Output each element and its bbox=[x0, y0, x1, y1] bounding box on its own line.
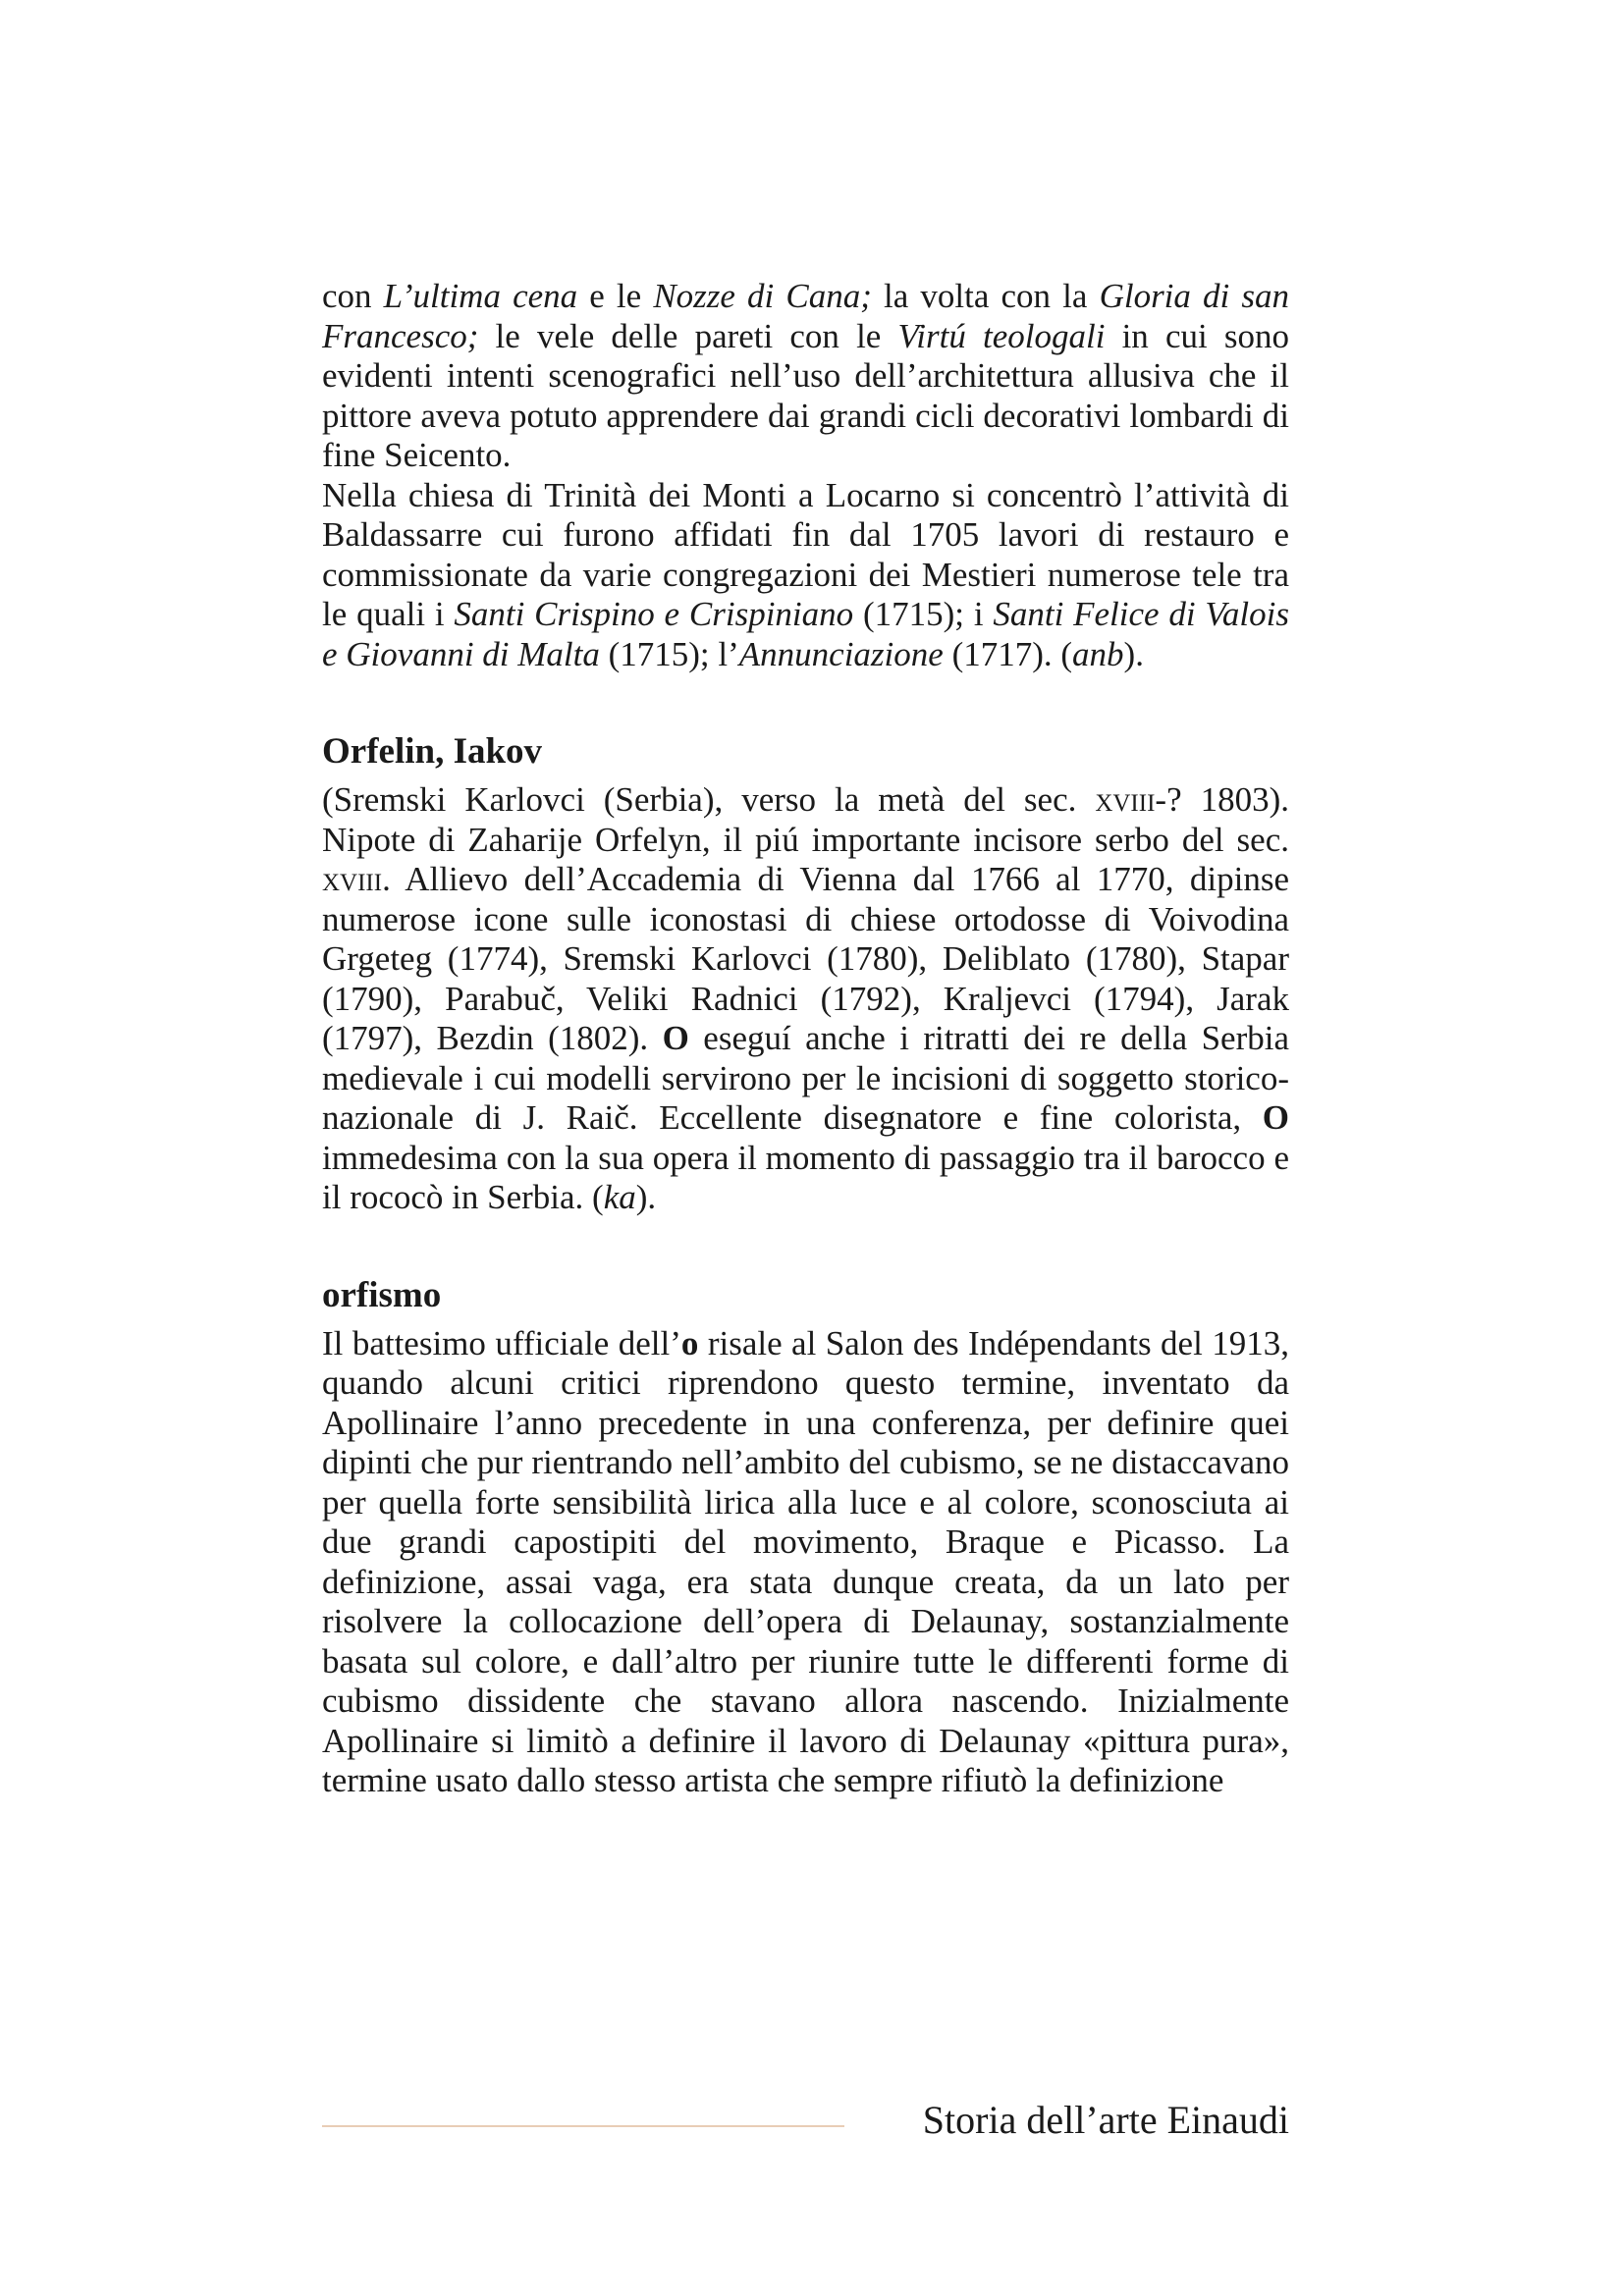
text-segment: Santi Crispino e Crispiniano bbox=[454, 595, 854, 633]
text-segment: le vele delle pareti con le bbox=[478, 316, 898, 355]
text-segment: e le bbox=[577, 277, 654, 315]
text-segment: risale al Salon des Indépendants del 1913, quando alcuni critici riprendono questo termine, inventato da Apollinaire l’anno precedente in una conferenza, per definire quei dipinti che pur rientrando nell’ambito del cubismo, se ne distaccavano per quella forte sensibilità lirica alla luce e al colore, sconosciuta ai due grandi capostipiti del movimento, Braque e Picasso. La definizione, assai vaga, era stata dunque creata, da un lato per risolvere la collocazione dell’opera di Delaunay, sostanzialmente basata sul colore, e dall’altro per riunire tutte le differenti forme di cubismo dissidente che stavano allora nascendo. Inizialmente Apollinaire si limitò a definire il lavoro di Delaunay «pittura pura», termine usato dallo stesso artista che sempre rifiutò la definizione bbox=[322, 1323, 1290, 1799]
entry-text-orfelin bbox=[322, 780, 1289, 1218]
text-segment: O bbox=[1262, 1098, 1289, 1137]
text-segment: eseguí anche i ritratti dei re della Serbia medievale i cui modelli servirono per le incisioni di soggetto storico-nazionale di J. Raič. Eccellente disegnatore e fine colorista, bbox=[322, 1019, 1290, 1137]
text-segment: L’ultima cena bbox=[383, 277, 578, 315]
text-segment: (1717). ( bbox=[943, 634, 1073, 673]
text-segment: (Sremski Karlovci (Serbia), verso la metà del sec. bbox=[322, 780, 1096, 819]
text-segment: Nella chiesa di Trinità dei Monti a Locarno si concentrò l’attività di Baldassarre cui furono affidati fin dal 1705 lavori di restauro e commissionate da varie congregazioni dei Mestieri numerose tele tra le quali i bbox=[322, 475, 1289, 633]
page-footer bbox=[322, 2095, 1289, 2154]
text-segment: o bbox=[680, 1323, 699, 1362]
text-segment: in cui sono evidenti intenti scenografici nell’uso dell’architettura allusiva che il pittore aveva potuto apprendere dai grandi cicli decorativi lombardi di fine Seicento. bbox=[322, 316, 1289, 474]
text-segment: immedesima con la sua opera il momento di passaggio tra il barocco e il rococò in Serbia. ( bbox=[322, 1138, 1289, 1216]
text-segment: (1715); l’ bbox=[599, 634, 739, 673]
text-segment: con bbox=[322, 277, 384, 315]
text-segment: Annunciazione bbox=[738, 634, 944, 673]
text-segment: Virtú teologali bbox=[897, 316, 1106, 355]
text-segment: ). bbox=[1123, 634, 1144, 673]
text-segment: Nozze di Cana; bbox=[653, 277, 872, 315]
entry-text-orfismo bbox=[322, 1324, 1289, 1801]
text-segment: Il battesimo ufficiale dell’ bbox=[322, 1323, 681, 1362]
footer-rule bbox=[322, 2125, 844, 2127]
text-segment: (1715); i bbox=[853, 595, 994, 633]
text-segment: xviii bbox=[1095, 780, 1156, 819]
page-body bbox=[322, 277, 1289, 1801]
text-segment: Santi Felice di Valois e Giovanni di Malta bbox=[322, 595, 1289, 673]
text-segment: ). bbox=[635, 1178, 657, 1216]
intro-paragraph bbox=[322, 277, 1289, 476]
text-segment: la volta con la bbox=[871, 277, 1100, 315]
text-segment: Gloria di san Francesco; bbox=[322, 277, 1289, 355]
text-segment: . Allievo dell’Accademia di Vienna dal 1766 al 1770, dipinse numerose icone sulle iconostasi di chiese ortodosse di Voivodina Grgeteg (1774), Sremski Karlovci (1780), Deliblato (1780), Stapar (1790), Parabuč, Veliki Radnici (1792), Kraljevci (1794), Jarak (1797), Bezdin (1802). bbox=[322, 860, 1289, 1057]
text-segment: O bbox=[662, 1019, 689, 1057]
text-segment: anb bbox=[1072, 634, 1124, 673]
text-segment: xviii bbox=[322, 860, 383, 898]
footer-label: Storia dell’arte Einaudi bbox=[922, 2098, 1289, 2142]
text-segment: ka bbox=[603, 1178, 636, 1216]
intro-paragraph-2 bbox=[322, 476, 1289, 675]
text-segment: -? 1803). Nipote di Zaharije Orfelyn, il piú importante incisore serbo del sec. bbox=[322, 780, 1289, 859]
entry-title-orfismo: orfismo bbox=[322, 1274, 442, 1315]
entry-title-orfelin: Orfelin, Iakov bbox=[322, 731, 543, 772]
